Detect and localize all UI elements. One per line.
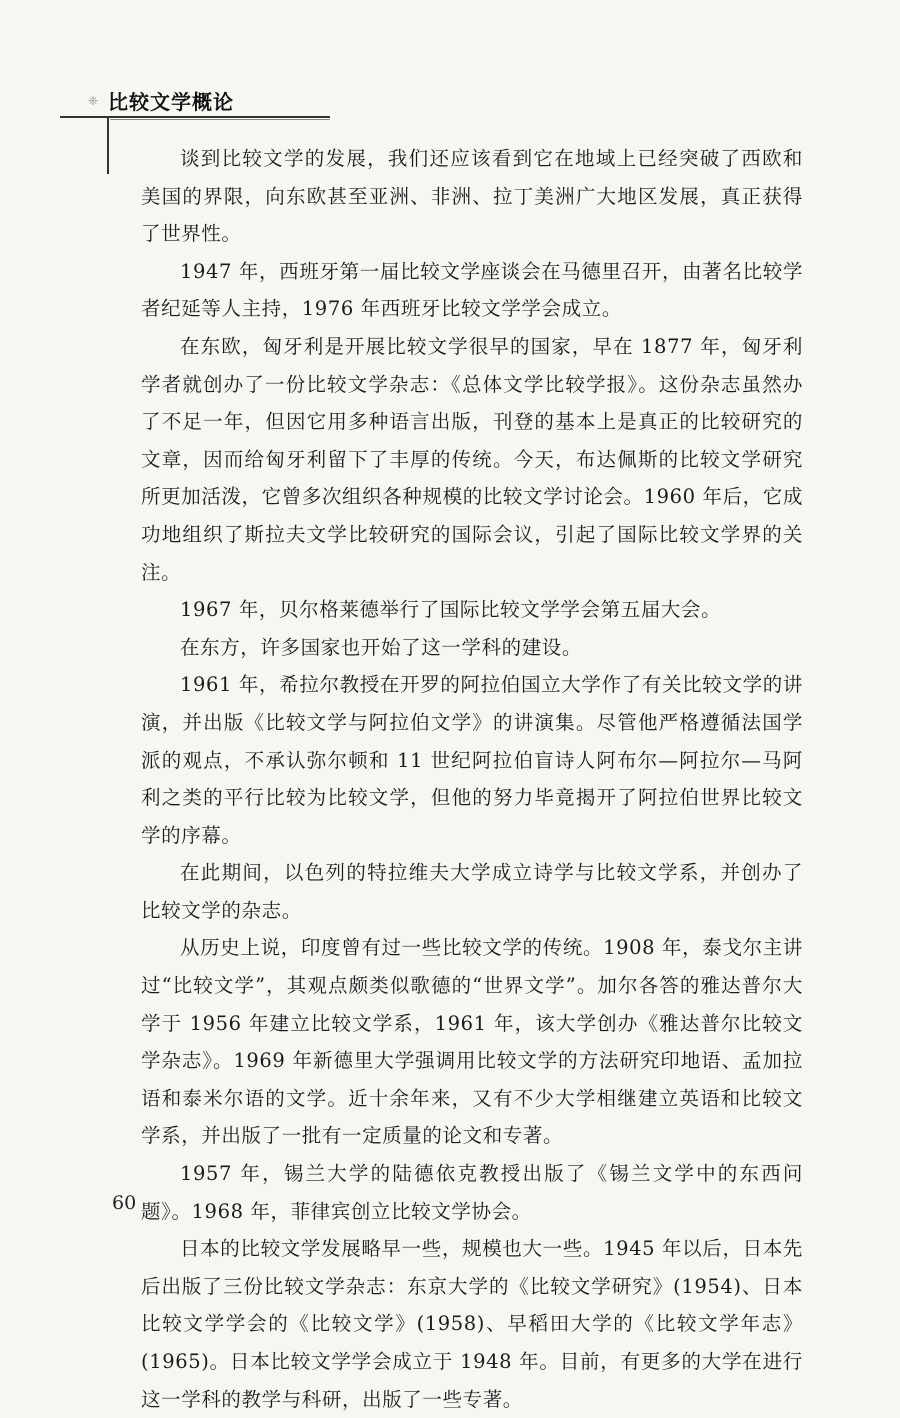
header-ornament-icon: ❈ [88,93,99,108]
running-header [88,86,234,115]
page-number: 60 [112,1192,137,1214]
paragraph: 1957 年，锡兰大学的陆德依克教授出版了《锡兰文学中的东西问题》。1968 年，菲律宾创立比较文学协会。 [141,1162,803,1223]
paragraph: 1961 年，希拉尔教授在开罗的阿拉伯国立大学作了有关比较文学的讲演，并出版《比较文学与阿拉伯文学》的讲演集。尽管他严格遵循法国学派的观点，不承认弥尔顿和 11 世纪阿拉伯盲诗人阿布尔—阿拉尔—马阿利之类的平行比较为比较文学，但他的努力毕竟揭开了阿拉伯世界比较文学的序幕。 [141,673,803,847]
paragraph: 在东方，许多国家也开始了这一学科的建设。 [180,635,583,659]
body-text [141,140,803,1418]
paragraph: 在此期间，以色列的特拉维夫大学成立诗学与比较文学系，并创办了比较文学的杂志。 [141,861,803,922]
book-title: 比较文学概论 [108,90,234,114]
paragraph: 日本的比较文学发展略早一些，规模也大一些。1945 年以后，日本先后出版了三份比较文学杂志：东京大学的《比较文学研究》(1954)、日本比较文学学会的《比较文学》(1958)、早稻田大学的《比较文学年志》(1965)。日本比较文学学会成立于 1948 年。目前，有更多的大学在进行这一学科的教学与科研，出版了一些专著。 [141,1237,803,1411]
header-rule-thin [110,119,330,120]
paragraph: 在东欧，匈牙利是开展比较文学很早的国家，早在 1877 年，匈牙利学者就创办了一份比较文学杂志：《总体文学比较学报》。这份杂志虽然办了不足一年，但因它用多种语言出版，刊登的基本上是真正的比较研究的文章，因而给匈牙利留下了丰厚的传统。今天，布达佩斯的比较文学研究所更加活泼，它曾多次组织各种规模的比较文学讨论会。1960 年后，它成功地组织了斯拉夫文学比较研究的国际会议，引起了国际比较文学界的关注。 [141,334,803,584]
paragraph: 从历史上说，印度曾有过一些比较文学的传统。1908 年，泰戈尔主讲过“比较文学”，其观点颇类似歌德的“世界文学”。加尔各答的雅达普尔大学于 1956 年建立比较文学系，1961 年，该大学创办《雅达普尔比较文学杂志》。1969 年新德里大学强调用比较文学的方法研究印地语、孟加拉语和泰米尔语的文学。近十余年来，又有不少大学相继建立英语和比较文学系，并出版了一批有一定质量的论文和专著。 [141,936,803,1148]
paragraph: 谈到比较文学的发展，我们还应该看到它在地域上已经突破了西欧和美国的界限，向东欧甚至亚洲、非洲、拉丁美洲广大地区发展，真正获得了世界性。 [141,147,803,246]
header-rule [60,116,330,118]
paragraph: 1967 年，贝尔格莱德举行了国际比较文学学会第五届大会。 [180,598,722,622]
paragraph: 1947 年，西班牙第一届比较文学座谈会在马德里召开，由著名比较学者纪延等人主持，1976 年西班牙比较文学学会成立。 [141,259,803,321]
header-vertical-rule [107,116,109,174]
